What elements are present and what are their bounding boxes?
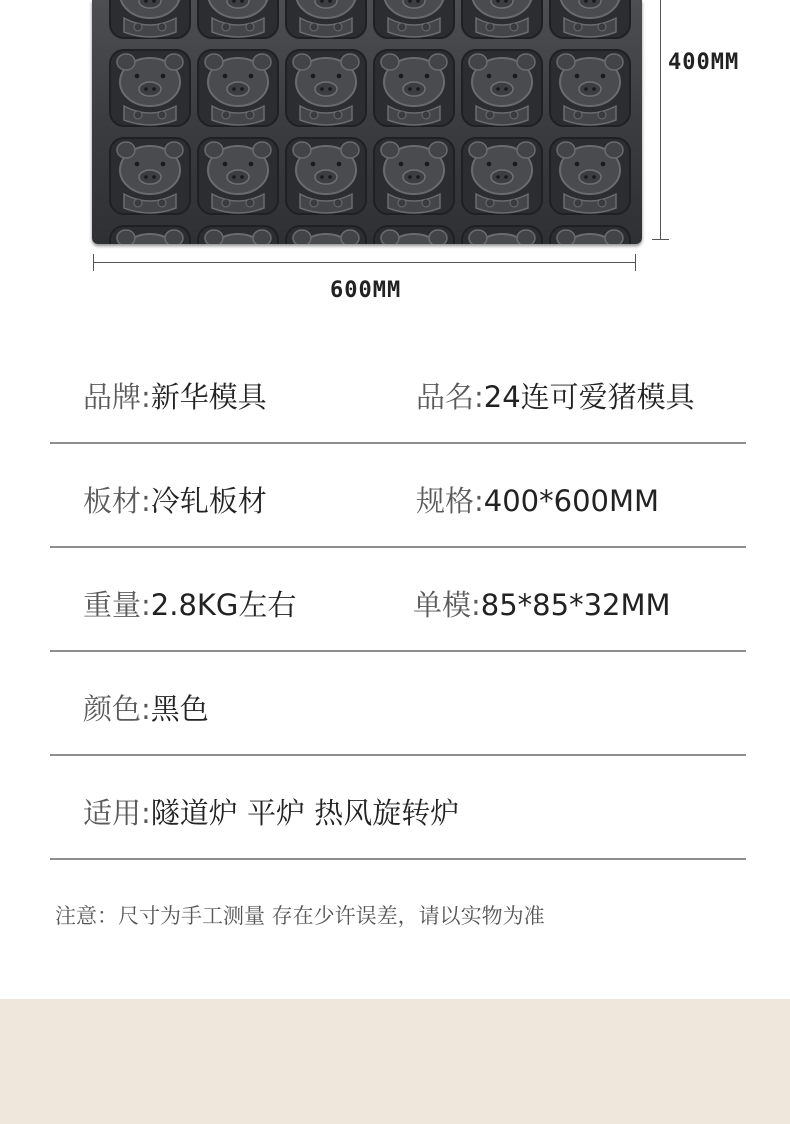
height-dimension-label: 400MM xyxy=(668,50,740,75)
pig-cavity xyxy=(550,50,630,126)
pig-cavity xyxy=(462,50,542,126)
pig-cavity xyxy=(110,0,190,38)
pig-cavity xyxy=(550,226,630,244)
spec-key: 品牌: xyxy=(83,380,151,414)
spec-row xyxy=(50,756,746,860)
spec-key: 颜色: xyxy=(83,692,151,726)
spec-value: 400*600MM xyxy=(483,484,660,518)
pig-cavity-grid xyxy=(92,0,642,244)
spec-value: 冷轧板材 xyxy=(150,484,267,518)
pig-cavity xyxy=(286,50,366,126)
pig-cavity xyxy=(374,226,454,244)
width-dimension-tick-right xyxy=(635,254,636,271)
spec-value: 85*85*32MM xyxy=(480,588,671,622)
pig-cavity xyxy=(198,50,278,126)
pig-cavity xyxy=(550,0,630,38)
spec-key: 品名: xyxy=(416,380,484,414)
spec-key: 单模: xyxy=(413,588,481,622)
spec-value: 24连可爱猪模具 xyxy=(483,380,695,414)
spec-value: 黑色 xyxy=(150,692,209,726)
pig-cavity xyxy=(110,138,190,214)
width-dimension-tick-left xyxy=(93,254,94,271)
pig-cavity xyxy=(462,226,542,244)
baking-tray-image xyxy=(92,0,642,244)
spec-key: 重量: xyxy=(83,588,151,622)
height-dimension-tick xyxy=(652,239,669,240)
spec-row xyxy=(50,340,746,444)
pig-cavity xyxy=(374,50,454,126)
spec-value: 隧道炉 平炉 热风旋转炉 xyxy=(150,796,460,830)
pig-cavity xyxy=(374,138,454,214)
pig-cavity xyxy=(462,138,542,214)
pig-cavity xyxy=(374,0,454,38)
spec-value: 新华模具 xyxy=(150,380,267,414)
width-dimension-label: 600MM xyxy=(330,278,402,303)
pig-cavity xyxy=(198,138,278,214)
spec-row xyxy=(50,444,746,548)
pig-cavity xyxy=(286,138,366,214)
pig-cavity xyxy=(286,0,366,38)
spec-row xyxy=(50,548,746,652)
pig-cavity xyxy=(198,0,278,38)
pig-cavity xyxy=(110,226,190,244)
product-image-area xyxy=(0,0,790,320)
spec-key: 适用: xyxy=(83,796,151,830)
pig-cavity xyxy=(198,226,278,244)
spec-row xyxy=(50,652,746,756)
spec-key: 规格: xyxy=(416,484,484,518)
row-divider xyxy=(50,858,746,860)
beige-section-band xyxy=(0,999,790,1124)
spec-value: 2.8KG左右 xyxy=(150,588,297,622)
spec-key: 板材: xyxy=(83,484,151,518)
width-dimension-line xyxy=(93,262,636,263)
pig-cavity xyxy=(462,0,542,38)
height-dimension-line xyxy=(660,0,661,240)
pig-cavity xyxy=(110,50,190,126)
pig-cavity xyxy=(286,226,366,244)
measurement-note: 注意：尺寸为手工测量 存在少许误差，请以实物为准 xyxy=(55,904,545,928)
pig-cavity xyxy=(550,138,630,214)
